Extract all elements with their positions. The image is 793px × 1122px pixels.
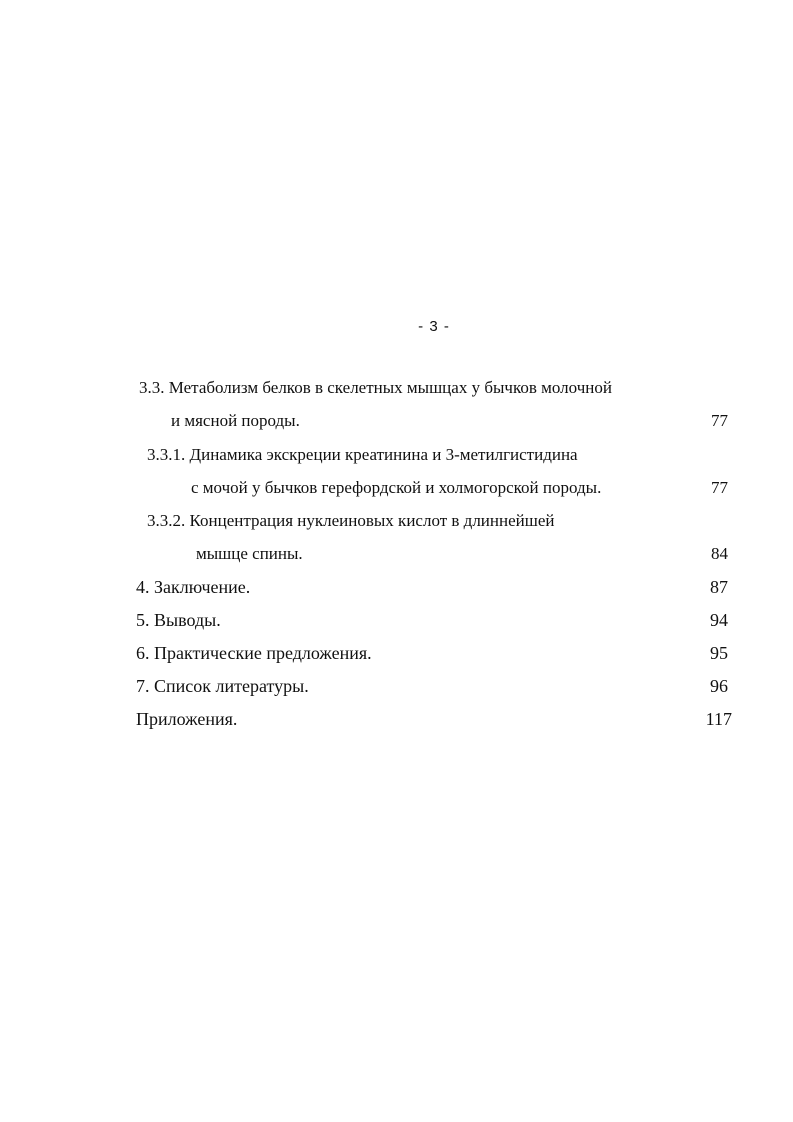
toc-entry-6-page: 95 xyxy=(710,643,728,663)
toc-entry-appendices-page: 117 xyxy=(705,709,732,729)
toc-entry-5-page: 94 xyxy=(710,610,728,630)
toc-entry-7-page: 96 xyxy=(710,676,728,696)
toc-entry-4: 4. Заключение. xyxy=(136,577,251,597)
toc-entry-3-3-2-page: 84 xyxy=(711,544,728,563)
toc-entry-3-3-line-1: 3.3. Метаболизм белков в скелетных мышцах у бычков молочной xyxy=(139,378,612,397)
toc-entry-3-3-line-2: и мясной породы. xyxy=(171,411,300,430)
toc-entry-4-page: 87 xyxy=(710,577,728,597)
toc-entry-6: 6. Практические предложения. xyxy=(136,643,372,663)
page-number: - 3 - xyxy=(418,318,450,335)
toc-entry-appendices: Приложения. xyxy=(136,709,238,729)
toc-entry-3-3-page: 77 xyxy=(711,411,728,430)
toc-entry-7: 7. Список литературы. xyxy=(136,676,309,696)
toc-entry-3-3-2-line-2: мышце спины. xyxy=(196,544,303,563)
toc-entry-3-3-2-line-1: 3.3.2. Концентрация нуклеиновых кислот в длиннейшей xyxy=(147,511,555,530)
toc-entry-3-3-1-line-1: 3.3.1. Динамика экскреции креатинина и 3-метилгистидина xyxy=(147,445,578,464)
toc-entry-3-3-1-page: 77 xyxy=(711,478,728,497)
toc-entry-3-3-1-line-2: с мочой у бычков герефордской и холмогорской породы. xyxy=(191,478,602,497)
toc-entry-5: 5. Выводы. xyxy=(136,610,221,630)
